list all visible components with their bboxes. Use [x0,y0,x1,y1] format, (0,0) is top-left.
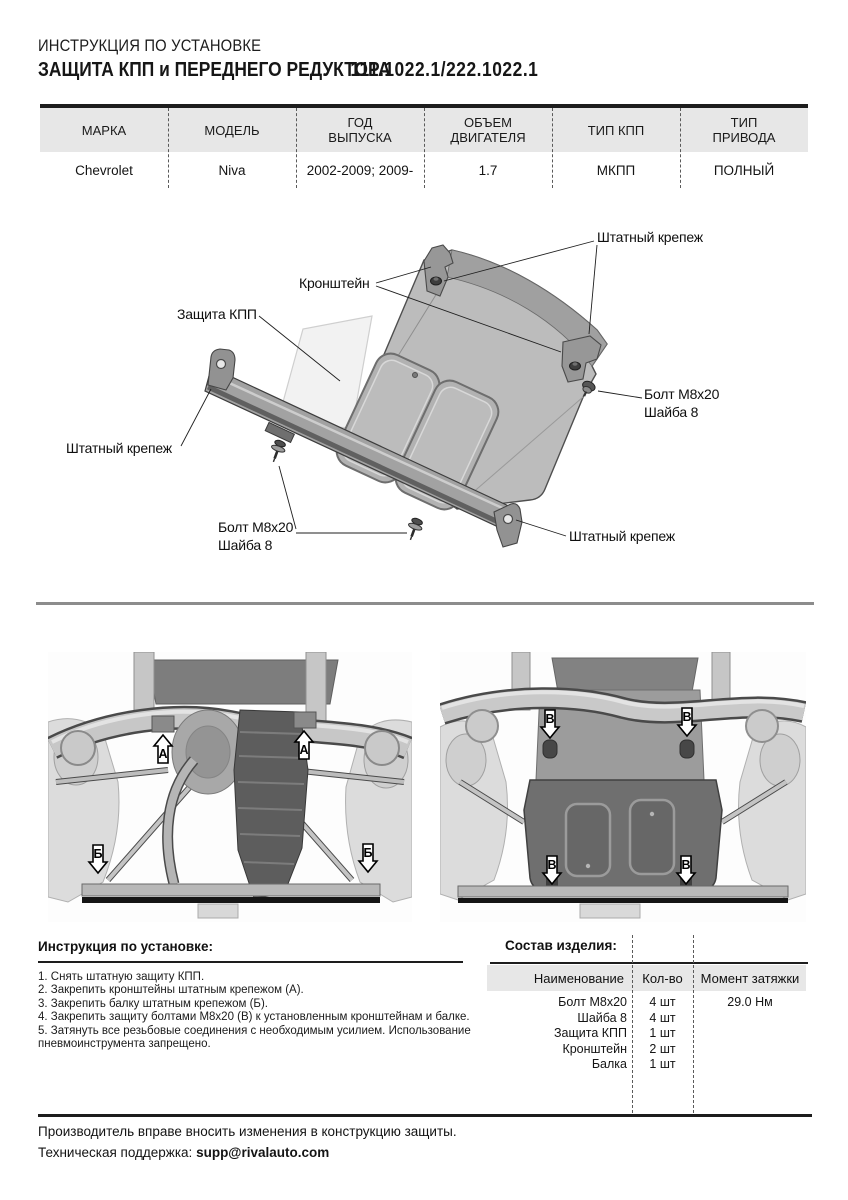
parts-col-name: Наименование [533,970,624,986]
instructions-steps [38,971,483,1051]
col-header-model: МОДЕЛЬ [204,122,260,138]
label-bracket: Кронштейн [299,275,370,291]
gearbox-guard-plate [331,250,607,515]
bracket-mount-point [294,712,316,728]
label-gearbox-guard: Защита КПП [177,306,257,322]
bolt-m8x20-left [267,439,288,465]
svg-text:В: В [681,858,691,872]
exploded-view-diagram [0,195,848,605]
part-qty: 1 шт [649,1026,676,1041]
instructions-title-rule [38,961,463,963]
col-header-marka: МАРКА [81,122,127,138]
svg-text:Б: Б [363,846,373,860]
parts-table-top-rule [490,962,808,964]
part-qty: 2 шт [649,1041,676,1056]
footer-support [38,1145,329,1160]
step-4: 4. Закрепить защиту болтами М8х20 (В) к установленным кронштейнам и балке. [38,1011,470,1024]
label-bolt-bottom: Болт М8х20 Шайба 8 [218,519,294,553]
floor-pan [552,658,698,692]
svg-text:А: А [299,743,309,757]
col-header-year: ГОД ВЫПУСКА [328,115,392,145]
support-email: supp@rivalauto.com [196,1145,330,1160]
part-name: Балка [591,1057,627,1072]
bolt-m8x20-bottom [404,517,425,543]
part-qty: 1 шт [649,1057,676,1072]
part-qty: 4 шт [649,995,676,1009]
svg-text:А: А [158,747,168,761]
label-bolt-right: Болт М8х20 Шайба 8 [644,386,720,420]
parts-torques [694,995,806,1011]
svg-text:В: В [547,858,557,872]
label-standard-fastener-top: Штатный крепеж [597,229,703,245]
cell-engine: 1.7 [478,162,498,178]
part-name: Болт М8х20 [558,995,627,1009]
parts-names [450,995,627,1073]
step-1: 1. Снять штатную защиту КПП. [38,971,205,983]
plate-hole [413,373,418,378]
cell-year: 2002-2009; 2009- [306,162,414,178]
svg-text:В: В [682,710,692,724]
guard-bolt-slot [543,740,557,758]
photo-after-install [440,652,806,922]
part-torque: 29.0 Нм [727,995,773,1009]
document-subtitle: ИНСТРУКЦИЯ ПО УСТАНОВКЕ [38,36,262,55]
parts-col-qty: Кол-во [642,970,683,986]
cell-brand: Chevrolet [75,162,133,178]
parts-quantities [633,995,692,1073]
col-header-engine: ОБЪЕМ ДВИГАТЕЛЯ [450,115,526,145]
parts-col-torque: Момент затяжки [700,970,800,986]
footer-rule [38,1114,812,1117]
part-name: Кронштейн [562,1041,627,1056]
part-name: Шайба 8 [577,1010,627,1025]
section-divider [36,602,814,605]
label-standard-fastener-bottom-right: Штатный крепеж [569,528,675,544]
footer-note: Производитель вправе вносить изменения в конструкцию защиты. [38,1124,457,1139]
part-numbers: 111.1022.1/222.1022.1 [350,59,539,81]
page-title: ЗАЩИТА КПП и ПЕРЕДНЕГО РЕДУКТОРА [38,59,391,81]
beam-right-tab [494,504,522,547]
bracket-mount-point [152,716,174,732]
part-qty: 4 шт [649,1010,676,1025]
cell-drive: ПОЛНЫЙ [713,162,775,178]
svg-text:Б: Б [93,847,103,861]
step-5: 5. Затянуть все резьбовые соединения с необходимым усилием. Использование пневмоинструмента запрещено. [38,1024,471,1051]
label-standard-fastener-left: Штатный крепеж [66,440,172,456]
step-2: 2. Закрепить кронштейны штатным крепежом (А). [38,984,304,997]
photo-before-install [48,652,412,922]
col-header-drive: ТИП ПРИВОДА [712,115,776,145]
part-name: Защита КПП [553,1026,627,1041]
document-header [38,36,821,83]
parts-table-divider [693,935,694,1113]
svg-text:В: В [545,712,555,726]
step-3: 3. Закрепить балку штатным крепежом (Б). [38,997,268,1010]
support-label: Техническая поддержка: [38,1145,193,1160]
parts-table-title: Состав изделия: [505,938,617,953]
guard-bolt-slot [680,740,694,758]
cell-gearbox: МКПП [596,162,636,178]
col-header-gearbox: ТИП КПП [587,122,645,138]
instructions-title: Инструкция по установке: [38,939,213,954]
cell-model: Niva [218,162,246,178]
